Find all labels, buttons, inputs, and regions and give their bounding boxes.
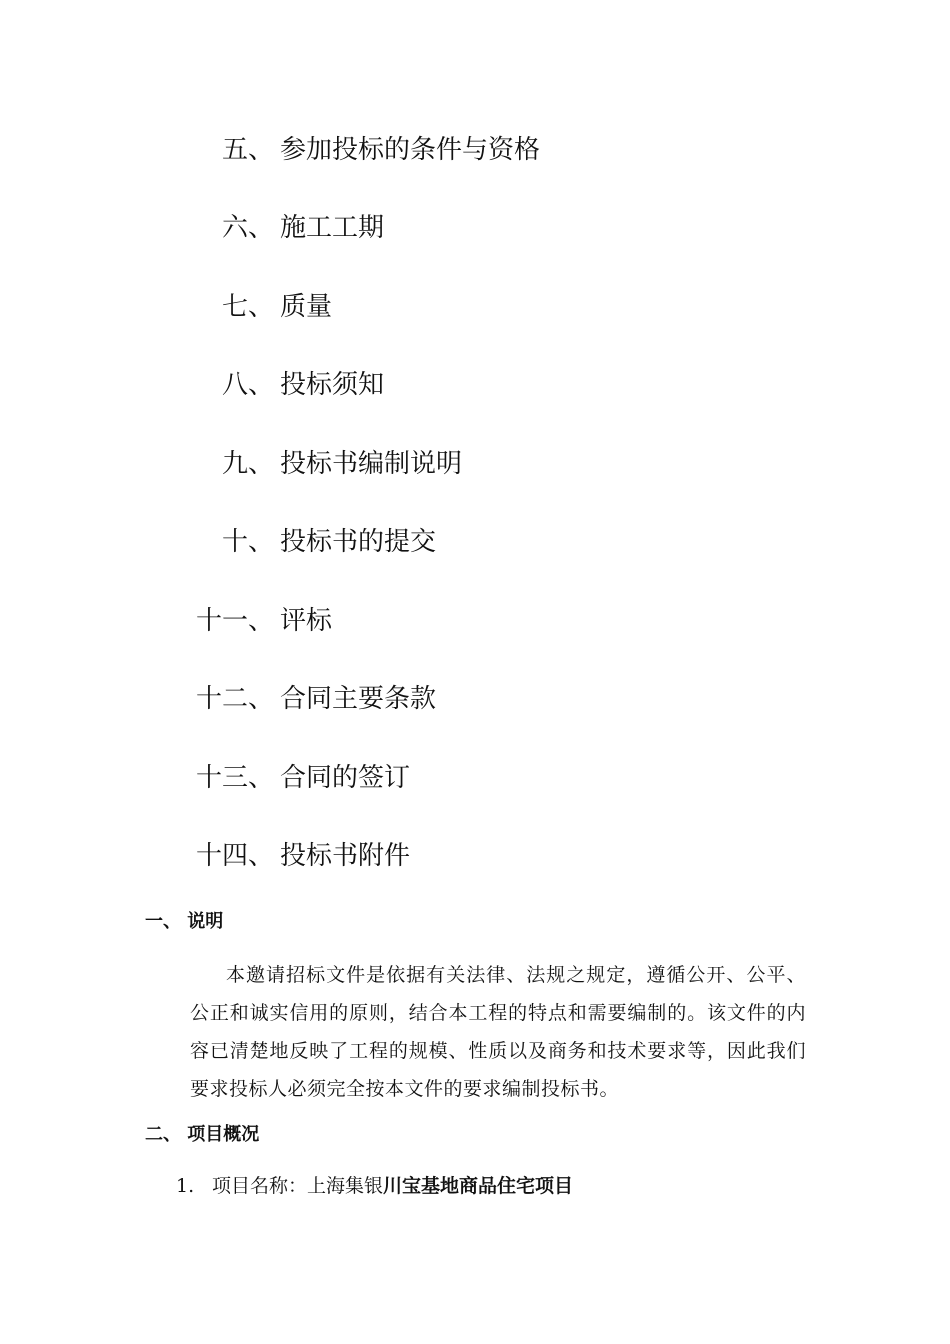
list-label: 项目名称： — [212, 1175, 308, 1197]
toc-item-6 — [0, 208, 700, 248]
list-item-project-name — [176, 1172, 573, 1200]
toc-title: 质量 — [280, 292, 333, 322]
toc-number: 六、 — [221, 213, 274, 243]
toc-number: 十一、 — [195, 606, 274, 636]
project-name-bold: 川宝基地商品住宅项目 — [383, 1175, 574, 1197]
toc-title: 施工工期 — [280, 213, 385, 243]
section-heading-project-overview: 二、 项目概况 — [145, 1124, 260, 1145]
toc-title: 合同主要条款 — [280, 684, 437, 714]
toc-number: 九、 — [221, 449, 274, 479]
toc-item-11 — [0, 601, 700, 641]
toc-title: 合同的签订 — [280, 763, 411, 793]
toc-item-13 — [0, 758, 700, 798]
toc-number: 十四、 — [195, 841, 274, 871]
toc-number: 五、 — [221, 135, 274, 165]
toc-item-5 — [0, 130, 700, 170]
toc-item-12 — [0, 679, 700, 719]
toc-title: 投标书的提交 — [280, 527, 437, 557]
toc-title: 投标书附件 — [280, 841, 411, 871]
project-name-prefix: 上海集银 — [307, 1175, 384, 1197]
toc-number: 十、 — [221, 527, 274, 557]
toc-item-7 — [0, 287, 700, 327]
toc-title: 参加投标的条件与资格 — [280, 135, 541, 165]
description-paragraph: 本邀请招标文件是依据有关法律、法规之规定，遵循公开、公平、公正和诚实信用的原则，结合本工程的特点和需要编制的。该文件的内容已清楚地反映了工程的规模、性质以及商务和技术要求等，因此我们要求投标人必须完全按本文件的要求编制投标书。 — [190, 964, 806, 1100]
toc-title: 投标书编制说明 — [280, 449, 463, 479]
toc-item-14 — [0, 836, 700, 876]
list-number: 1. — [176, 1175, 195, 1197]
toc-item-9 — [0, 444, 700, 484]
toc-item-8 — [0, 365, 700, 405]
toc-number: 七、 — [221, 292, 274, 322]
toc-number: 十三、 — [195, 763, 274, 793]
toc-title: 投标须知 — [280, 370, 385, 400]
toc-number: 八、 — [221, 370, 274, 400]
section-heading-description: 一、 说明 — [145, 911, 224, 932]
toc-number: 十二、 — [195, 684, 274, 714]
toc-item-10 — [0, 522, 700, 562]
toc-title: 评标 — [280, 606, 333, 636]
